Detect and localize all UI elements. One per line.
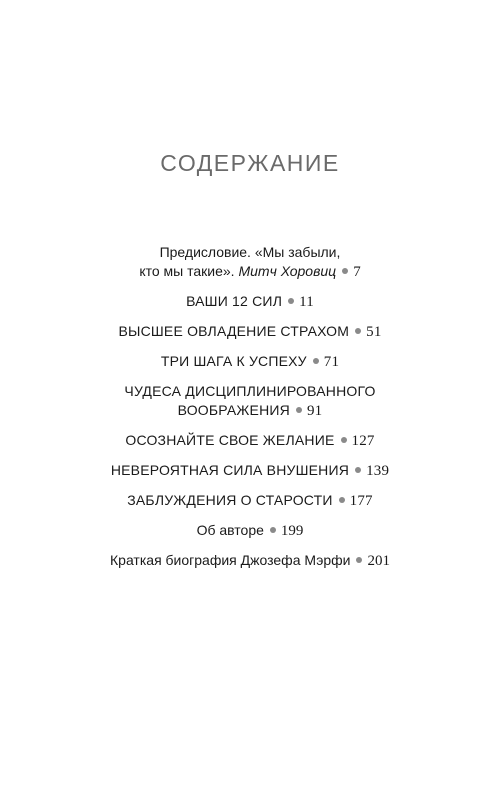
page-number: 51	[366, 324, 382, 340]
bullet-dot-icon	[355, 328, 361, 334]
page-number: 91	[306, 403, 323, 419]
toc-entry-title: ВАШИ 12 СИЛ	[186, 293, 283, 309]
page-number: 199	[280, 523, 304, 539]
toc-entry-title: Краткая биография Джозефа Мэрфи	[110, 552, 351, 568]
bullet-dot-icon	[296, 407, 302, 413]
bullet-dot-icon	[356, 557, 362, 563]
bullet-dot-icon	[341, 437, 347, 443]
preface-author: Митч Хоровиц	[238, 263, 337, 279]
toc-entry-title-line-2: ВООБРАЖЕНИЯ	[177, 402, 290, 418]
toc-entry	[0, 292, 500, 312]
bullet-dot-icon	[342, 268, 348, 274]
page-number: 177	[349, 493, 373, 509]
page-number: 127	[351, 433, 375, 449]
bullet-dot-icon	[270, 527, 276, 533]
table-of-contents	[0, 243, 500, 581]
bullet-dot-icon	[288, 298, 294, 304]
toc-entry	[0, 461, 500, 481]
bullet-dot-icon	[313, 358, 319, 364]
page-number: 71	[323, 354, 340, 370]
page-title: СОДЕРЖАНИЕ	[160, 150, 340, 176]
toc-entry	[0, 352, 500, 372]
toc-entry	[0, 431, 500, 451]
toc-entry-title-line-1: ЧУДЕСА ДИСЦИПЛИНИРОВАННОГО	[124, 383, 376, 399]
toc-entry-title: ВЫСШЕЕ ОВЛАДЕНИЕ СТРАХОМ	[118, 323, 350, 339]
toc-entry-title: ОСОЗНАЙТЕ СВОЕ ЖЕЛАНИЕ	[125, 432, 335, 448]
preface-line-1: Предисловие. «Мы забыли,	[159, 244, 341, 260]
toc-entry	[0, 322, 500, 342]
preface-line-2-text: кто мы такие».	[139, 263, 235, 279]
toc-entry	[0, 491, 500, 511]
toc-entry-title: Об авторе	[196, 522, 264, 538]
preface-line-2	[0, 262, 500, 282]
bullet-dot-icon	[339, 497, 345, 503]
page-number: 11	[299, 294, 314, 310]
toc-entry-title-line-2-wrap	[0, 401, 500, 421]
toc-entry-preface	[0, 243, 500, 282]
toc-entry-title: ЗАБЛУЖДЕНИЯ О СТАРОСТИ	[127, 492, 333, 508]
page-number: 201	[367, 553, 390, 569]
toc-entry	[0, 521, 500, 541]
toc-entry	[0, 551, 500, 571]
page-number: 139	[366, 463, 390, 479]
toc-entry-title: ТРИ ШАГА К УСПЕХУ	[160, 353, 307, 369]
toc-entry	[0, 382, 500, 421]
page-number: 7	[353, 264, 361, 280]
toc-entry-title: НЕВЕРОЯТНАЯ СИЛА ВНУШЕНИЯ	[110, 462, 350, 478]
bullet-dot-icon	[355, 467, 361, 473]
